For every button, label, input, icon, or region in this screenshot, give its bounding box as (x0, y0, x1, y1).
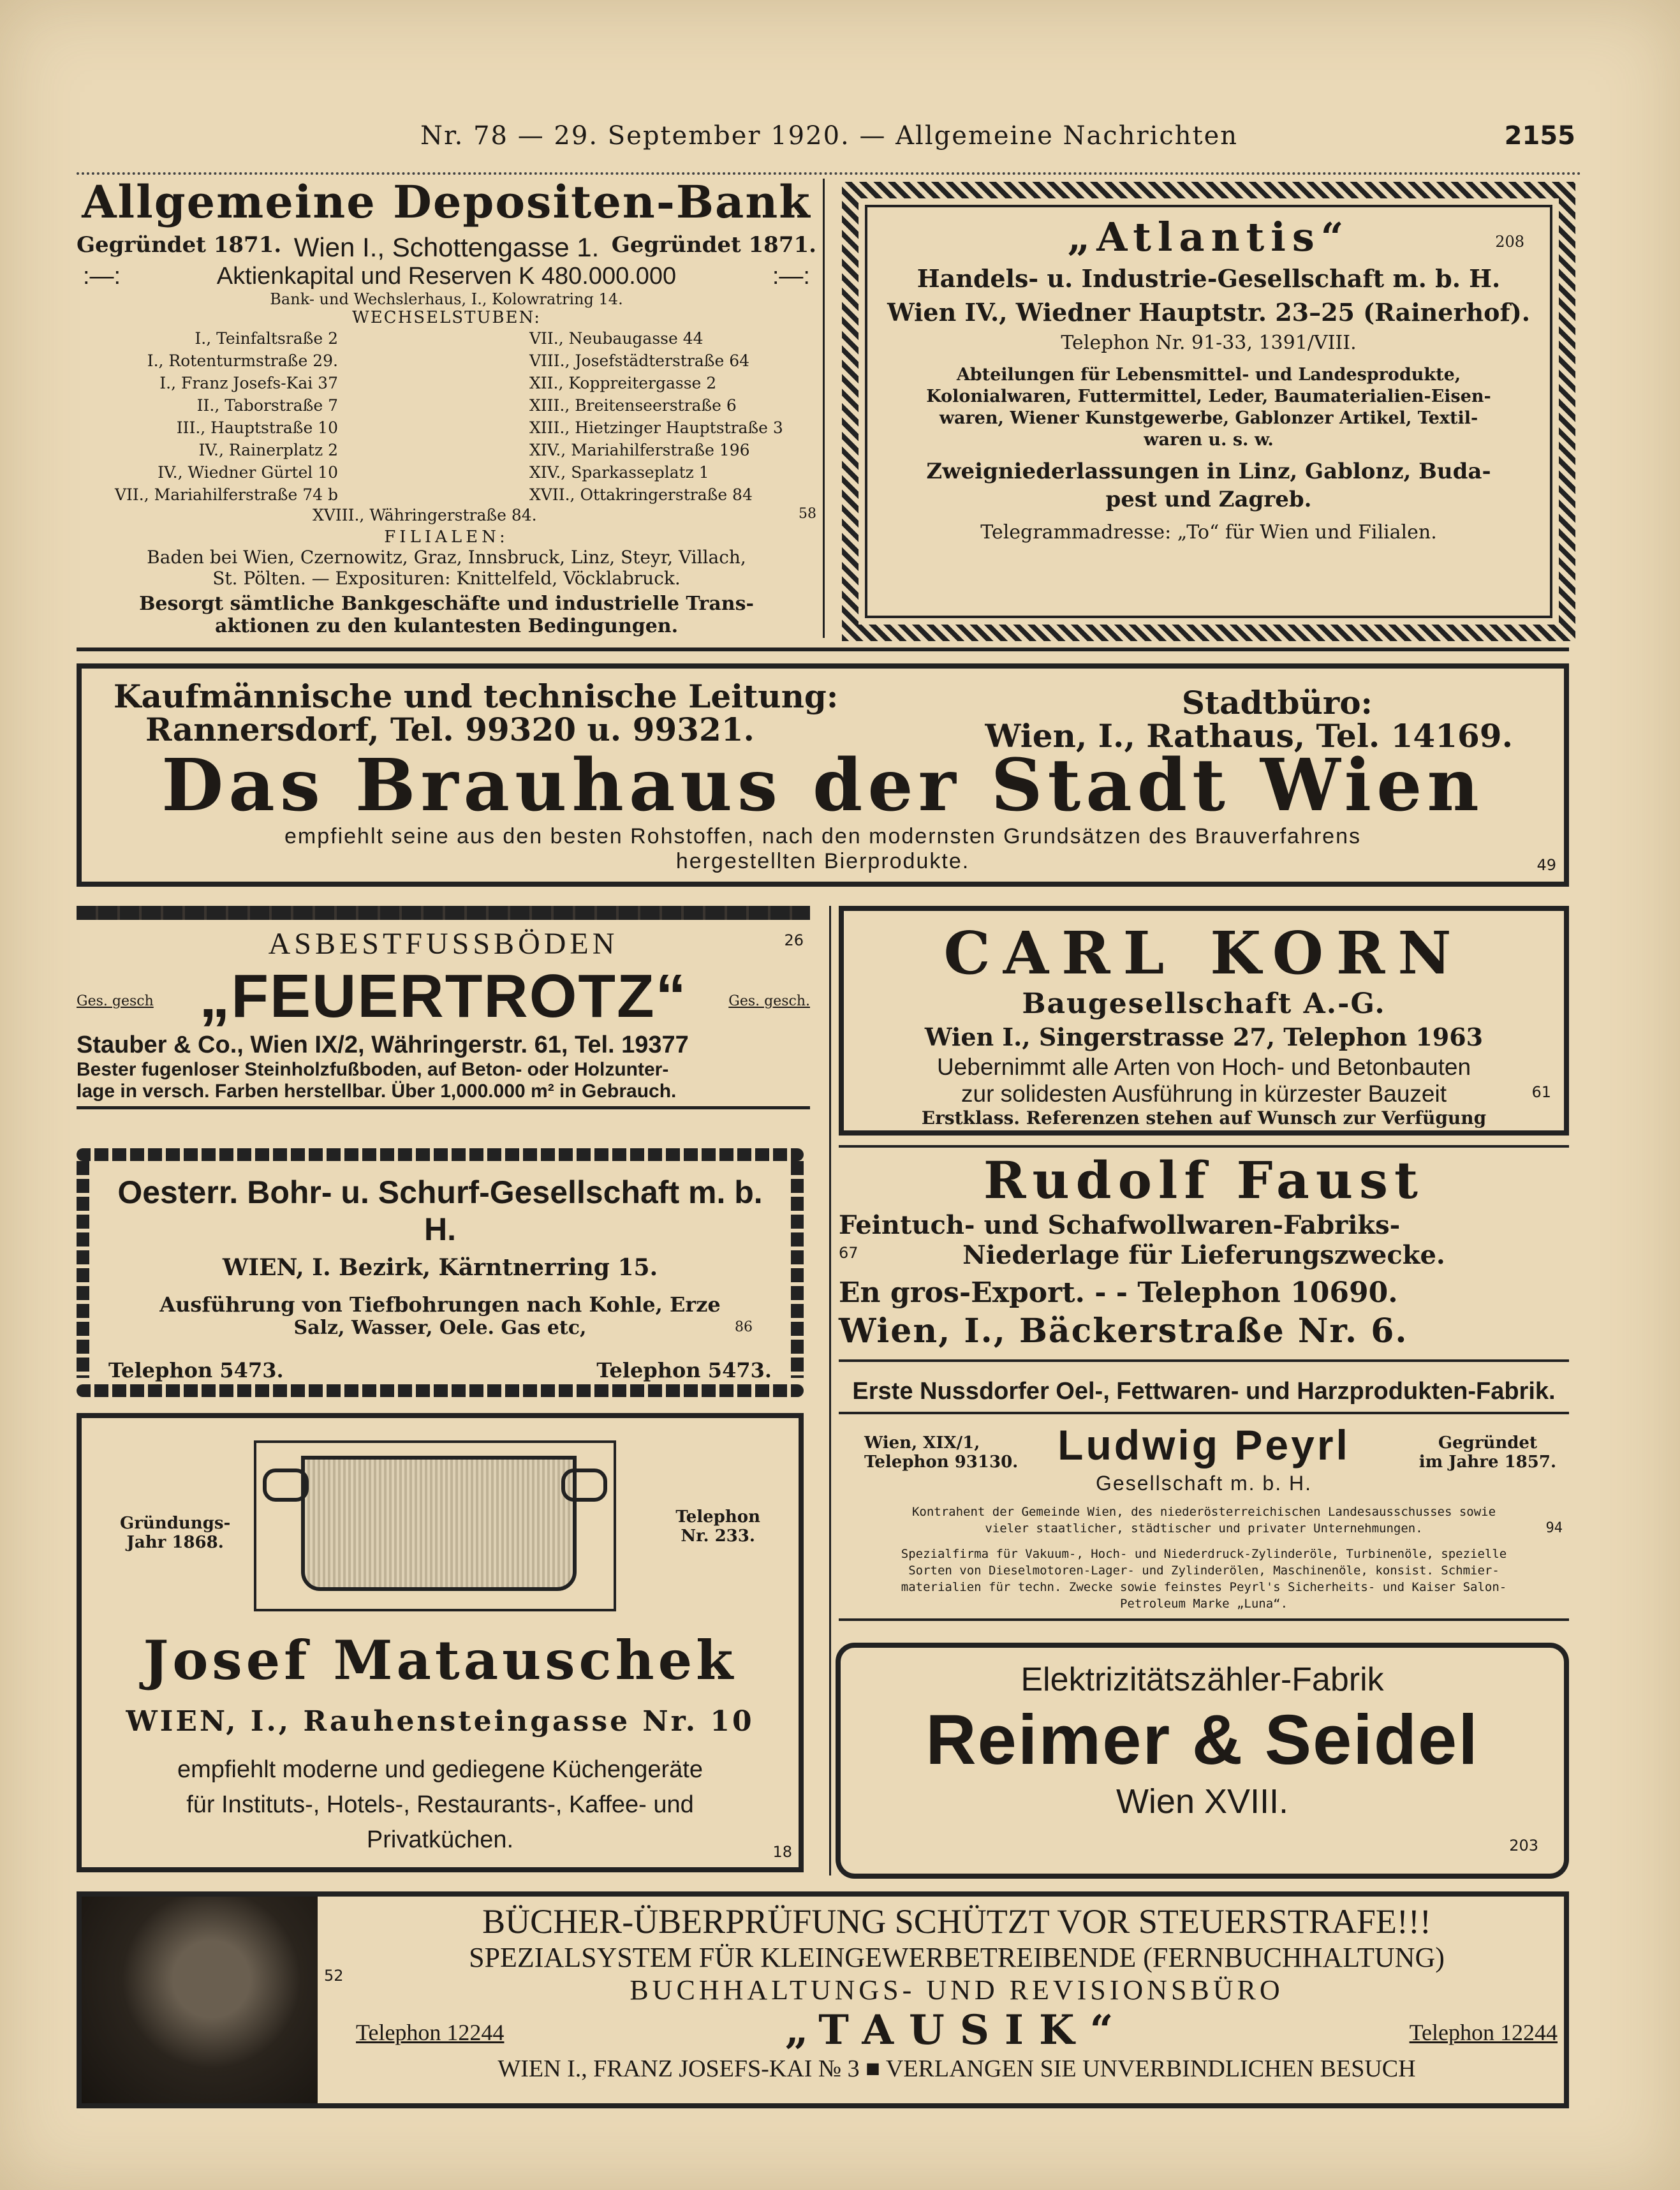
founded-label1: Gründungs- (120, 1514, 231, 1533)
bohr-title: Oesterr. Bohr- u. Schurf-Gesellschaft m. b. H. (117, 1174, 763, 1247)
ad-rudolf-faust (839, 1145, 1569, 1368)
feuertrotz-title: „FEUERTROTZ“ (199, 962, 688, 1030)
tausik-title: „TAUSIK“ (785, 2006, 1129, 2054)
bohr-address: WIEN, I. Bezirk, Kärntnerring 15. (222, 1254, 658, 1281)
bohr-line2: Salz, Wasser, Oele. Gas etc, (293, 1317, 587, 1339)
feuertrotz-line3: lage in versch. Farben herstellbar. Über 1,000.000 m² in Gebrauch. (77, 1081, 677, 1102)
feuertrotz-title-row (77, 961, 810, 1032)
wechselstuben-title: WECHSELSTUBEN: (351, 308, 542, 327)
bohr-ref: 86 (735, 1319, 753, 1335)
adb-footer1: Besorgt sämtliche Bankgeschäfte und industrielle Trans- (139, 593, 754, 615)
feuertrotz-stripe (77, 906, 810, 920)
bohr-phone-right: Telephon 5473. (596, 1358, 772, 1382)
ad-depositen-bank (77, 175, 816, 641)
page-header (77, 121, 1582, 166)
chain-bottom (77, 1384, 804, 1397)
peyrl-line2: vieler staatlicher, städtischer und privater Unternehmungen. (985, 1521, 1423, 1535)
peyrl-line5: materialien für techn. Zwecke sowie feinstes Peyrl's Sicherheits- und Kaiser Salon- (901, 1580, 1507, 1594)
dept-line1: Abteilungen für Lebensmittel- und Landesprodukte, (956, 365, 1461, 385)
mat-line2: für Instituts-, Hotels-, Restaurants-, Kaffee- und (186, 1791, 694, 1818)
faust-line2: Niederlage für Lieferungszwecke. (962, 1240, 1445, 1270)
peyrl-ref: 94 (1545, 1520, 1563, 1536)
tausik-line3: BUCHHALTUNGS- UND REVISIONSBÜRO (630, 1974, 1284, 2006)
pot-frame (254, 1440, 616, 1611)
branch-item: XIII., Hietzinger Hauptstraße 3 (529, 418, 783, 437)
ad-brauhaus (77, 663, 1569, 887)
atlantis-telegram: Telegrammadresse: „To“ für Wien und Filialen. (980, 521, 1437, 544)
pot-illustration (301, 1456, 577, 1591)
faust-line4: Wien, I., Bäckerstraße Nr. 6. (839, 1312, 1408, 1350)
chain-right (791, 1161, 804, 1378)
feuertrotz-top: ASBESTFUSSBÖDEN (268, 927, 619, 961)
bohr-phone-left: Telephon 5473. (108, 1358, 284, 1382)
korn-line4: zur solidesten Ausführung in kürzester Bauzeit (961, 1081, 1447, 1107)
ges-left: Ges. gesch (77, 993, 154, 1009)
atlantis-line2: Wien IV., Wiedner Hauptstr. 23–25 (Rainerhof). (887, 298, 1531, 327)
faust-rule-bottom (839, 1359, 1569, 1362)
ad-title: Allgemeine Depositen-Bank (82, 175, 811, 228)
ad-reimer-seidel (836, 1643, 1569, 1879)
peyrl-title: Ludwig Peyrl (1057, 1421, 1350, 1469)
page-number: 2155 (1504, 121, 1575, 151)
atlantis-departments (880, 364, 1537, 451)
ad-matauschek (77, 1413, 804, 1872)
peyrl-line4: Sorten von Dieselmotoren-Lager- und Zylinderölen, Maschinenöle, konsist. Schmier- (908, 1564, 1499, 1578)
branch-item: XII., Koppreitergasse 2 (529, 374, 717, 392)
header-rule (77, 172, 1582, 175)
feuertrotz-ref: 26 (784, 931, 804, 949)
branch-item: XIV., Sparkasseplatz 1 (529, 463, 709, 482)
tausik-line2: SPEZIALSYSTEM FÜR KLEINGEWERBETREIBENDE (FERNBUCHHALTUNG) (469, 1942, 1445, 1973)
feuertrotz-line2: Bester fugenloser Steinholzfußboden, auf Beton- oder Holzunter- (77, 1059, 669, 1080)
dept-line3: waren, Wiener Kunstgewerbe, Gablonzer Artikel, Textil- (939, 408, 1478, 428)
tausik-phone-left: Telephon 12244 (356, 2020, 505, 2045)
brau-ref: 49 (1536, 856, 1556, 874)
capital-text: Aktienkapital und Reserven K 480.000.000 (216, 263, 677, 290)
ad-feuertrotz (77, 906, 810, 1123)
atlantis-line1: Handels- u. Industrie-Gesellschaft m. b. H. (917, 264, 1501, 293)
peyrl-line3: Spezialfirma für Vakuum-, Hoch- und Niederdruck-Zylinderöle, Turbinenöle, spezielle (901, 1547, 1507, 1561)
ad-ludwig-peyrl (839, 1378, 1569, 1646)
brau-title: Das Brauhaus der Stadt Wien (161, 744, 1484, 827)
dept-line4: waren u. s. w. (1144, 430, 1274, 450)
faust-rule-top (839, 1145, 1569, 1148)
mat-line1: empfiehlt moderne und gediegene Küchengeräte (177, 1756, 703, 1783)
branch-item: VII., Mariahilferstraße 74 b (114, 485, 338, 504)
filialen-title: FILIALEN: (384, 528, 509, 547)
peyrl-line6: Petroleum Marke „Luna“. (1119, 1597, 1288, 1611)
ad-founded-row (77, 232, 816, 263)
brau-sub1: empfiehlt seine aus den besten Rohstoffen, nach den modernsten Grundsätzen des Brauverfahrens (284, 824, 1361, 848)
branch-item: III., Hauptstraße 10 (176, 418, 338, 437)
capital-prefix: :—: (83, 263, 121, 290)
branches-list (77, 327, 816, 506)
bohr-phones (108, 1358, 772, 1382)
peyrl-sub: Gesellschaft m. b. H. (1096, 1472, 1312, 1495)
branch-item: XIV., Mariahilferstraße 196 (529, 441, 750, 459)
adb-footer2: aktionen zu den kulantesten Bedingungen. (214, 615, 679, 637)
phone-label1: Telephon (675, 1507, 760, 1527)
phone-label2: Nr. 233. (681, 1527, 755, 1546)
header-text: Nr. 78 — 29. September 1920. — Allgemeine Nachrichten (420, 121, 1239, 151)
branch-item: I., Rotenturmstraße 29. (147, 351, 338, 370)
peyrl-left2: Telephon 93130. (864, 1453, 1019, 1472)
tausik-phone-right: Telephon 12244 (1409, 2020, 1558, 2045)
branch-item: XVII., Ottakringerstraße 84 (529, 485, 753, 504)
adb-ref: 58 (799, 506, 816, 522)
tausik-photo (82, 1897, 318, 2103)
pot-handle-right (561, 1469, 607, 1502)
korn-title: CARL KORN (943, 919, 1464, 988)
brau-sub2: hergestellten Bierprodukte. (675, 849, 970, 873)
tausik-ref: 52 (324, 1967, 344, 1985)
separator (77, 647, 1569, 651)
brauhaus-top (114, 677, 1532, 755)
chain-top (77, 1148, 804, 1161)
column-divider-2 (829, 906, 831, 1876)
faust-line3: En gros-Export. - - Telephon 10690. (839, 1276, 1398, 1309)
mat-title: Josef Matauschek (143, 1629, 737, 1692)
ad-tausik (77, 1891, 1569, 2108)
branch-last: XVIII., Währingerstraße 84. (313, 506, 537, 524)
mat-ref: 18 (772, 1843, 792, 1861)
branch-item: II., Taborstraße 7 (196, 396, 338, 415)
peyrl-top: Erste Nussdorfer Oel-, Fettwaren- und Harzprodukten-Fabrik. (852, 1378, 1556, 1405)
bohr-line2-row (108, 1317, 772, 1339)
dept-line2: Kolonialwaren, Futtermittel, Leder, Baumaterialien-Eisen- (926, 387, 1491, 406)
ges-right: Ges. gesch. (728, 993, 810, 1009)
korn-line3: Uebernimmt alle Arten von Hoch- und Betonbauten (936, 1054, 1471, 1080)
filialen-line1: Baden bei Wien, Czernowitz, Graz, Innsbruck, Linz, Steyr, Villach, (147, 547, 746, 568)
branch-item: I., Teinfaltsraße 2 (195, 329, 338, 348)
mat-line3: Privatküchen. (366, 1826, 514, 1853)
peyrl-body1 (839, 1504, 1569, 1537)
ad-bohr (77, 1148, 804, 1403)
branches-left (77, 327, 383, 506)
branch-line2: pest und Zagreb. (1105, 487, 1312, 512)
founded-left: Gegründet 1871. (77, 232, 282, 258)
brau-right2: Wien, I., Rathaus, Tel. 14169. (985, 717, 1513, 755)
filialen-line2: St. Pölten. — Exposituren: Knittelfeld, Vöcklabruck. (212, 568, 681, 589)
branches-right (383, 327, 816, 506)
branch-item: XIII., Breitenseerstraße 6 (529, 396, 737, 415)
reimer-top: Elektrizitätszähler-Fabrik (1021, 1661, 1384, 1698)
feuertrotz-line1: Stauber & Co., Wien IX/2, Währingerstr. 61, Tel. 19377 (77, 1032, 689, 1058)
peyrl-right2: im Jahre 1857. (1418, 1453, 1556, 1472)
atlantis-ref: 208 (1495, 233, 1524, 251)
brau-left2: Rannersdorf, Tel. 99320 u. 99321. (145, 711, 755, 748)
mat-phone (675, 1507, 760, 1546)
branch-item: I., Franz Josefs-Kai 37 (159, 374, 338, 392)
founded-label2: Jahr 1868. (126, 1533, 224, 1552)
peyrl-head (839, 1414, 1569, 1504)
peyrl-line1: Kontrahent der Gemeinde Wien, des niederösterreichischen Landesausschusses sowie (911, 1505, 1496, 1519)
korn-ref: 61 (1531, 1083, 1551, 1101)
ad-carl-korn (839, 906, 1569, 1136)
tausik-bottom: WIEN I., FRANZ JOSEFS-KAI № 3 ■ VERLANGEN SIE UNVERBINDLICHEN BESUCH (497, 2055, 1416, 2082)
mat-address: WIEN, I., Rauhensteingasse Nr. 10 (126, 1705, 755, 1738)
bohr-line1: Ausführung von Tiefbohrungen nach Kohle, Erze (159, 1292, 721, 1317)
korn-line2: Wien I., Singerstrasse 27, Telephon 1963 (924, 1023, 1484, 1051)
peyrl-right (1419, 1433, 1556, 1472)
reimer-title: Reimer & Seidel (925, 1701, 1479, 1779)
reimer-ref: 203 (1509, 1837, 1538, 1854)
peyrl-rule-bottom (839, 1618, 1569, 1621)
korn-line5: Erstklass. Referenzen stehen auf Wunsch zur Verfügung (921, 1107, 1487, 1128)
bank-house: Bank- und Wechslerhaus, I., Kolowratring 14. (270, 290, 623, 308)
peyrl-right1: Gegründet (1438, 1433, 1537, 1453)
feuertrotz-rule (77, 1106, 810, 1109)
atlantis-inner (865, 205, 1552, 618)
bohr-content (77, 1161, 804, 1395)
tausik-title-row (356, 2006, 1558, 2055)
capital-row (77, 263, 816, 290)
tausik-line1: BÜCHER-ÜBERPRÜFUNG SCHÜTZT VOR STEUERSTRAFE!!! (482, 1902, 1431, 1941)
atlantis-phone: Telephon Nr. 91-33, 1391/VIII. (1061, 332, 1357, 354)
atlantis-branches (880, 457, 1537, 514)
branch-line1: Zweigniederlassungen in Linz, Gablonz, Buda- (926, 459, 1491, 484)
faust-line1: Feintuch- und Schafwollwaren-Fabriks- (839, 1210, 1401, 1240)
brau-right1: Stadtbüro: (1181, 684, 1373, 721)
branch-item: VIII., Josefstädterstraße 64 (529, 351, 750, 370)
peyrl-body2 (839, 1537, 1569, 1612)
bank-address: Wien I., Schottengasse 1. (293, 232, 600, 262)
faust-title: Rudolf Faust (983, 1150, 1424, 1210)
brau-left1: Kaufmännische und technische Leitung: (114, 677, 839, 715)
chain-left (77, 1161, 89, 1378)
branch-last-row (77, 506, 816, 528)
peyrl-left1: Wien, XIX/1, (864, 1433, 980, 1453)
ad-atlantis (842, 182, 1575, 641)
branch-item: IV., Wiedner Gürtel 10 (158, 463, 338, 482)
tausik-content (318, 1897, 1564, 2103)
faust-ref: 67 (839, 1244, 858, 1262)
branch-item: IV., Rainerplatz 2 (198, 441, 338, 459)
column-divider (823, 179, 825, 638)
founded-right: Gegründet 1871. (611, 232, 816, 258)
reimer-bottom: Wien XVIII. (1116, 1782, 1289, 1821)
korn-line1: Baugesellschaft A.-G. (1022, 988, 1386, 1020)
atlantis-title: „Atlantis“ (1067, 214, 1350, 260)
pot-handle-left (263, 1469, 309, 1502)
peyrl-line2-row (845, 1520, 1563, 1537)
capital-suffix: :—: (772, 263, 810, 290)
branch-item: VII., Neubaugasse 44 (529, 329, 704, 348)
mat-founded (120, 1514, 230, 1552)
